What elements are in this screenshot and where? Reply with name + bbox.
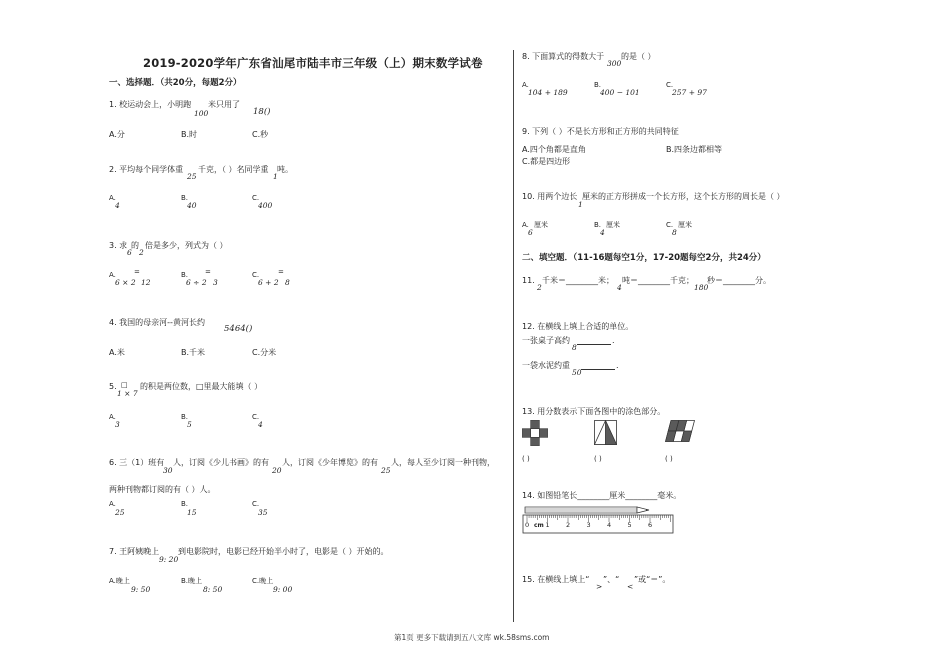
question-13-answer-2[interactable]: ( ) [594,455,602,463]
question-8-option-c-value[interactable]: 257 + 97 [672,88,707,97]
question-15-symbol-lt: < [627,582,634,591]
question-6-text-4: 人，每人至少订阅一种刊物， [391,458,495,467]
question-1-time: 18() [253,107,271,117]
question-13-answer-3[interactable]: ( ) [665,455,673,463]
question-6-text-3: 人，订阅《少年博览》的有 [282,458,378,467]
question-2-option-a-value[interactable]: 4 [115,201,120,210]
question-11-n1: 2 [537,283,542,292]
question-1-option-a[interactable]: A.分 [109,130,125,139]
question-6-option-b-value[interactable]: 15 [187,508,197,517]
question-3-text: 3. 求 [109,241,128,250]
question-14-text: 14. 如图铅笔长________厘米________毫米。 [522,491,682,500]
question-2-option-c-value[interactable]: 400 [258,201,273,210]
ruler-tick-label: 5 [627,521,632,529]
question-8-option-b-value[interactable]: 400 − 101 [600,88,640,97]
question-3-option-c-eq: = [278,268,284,276]
question-9-option-c[interactable]: C.都是四边形 [522,157,571,166]
question-1-text: 1. 校运动会上，小明跑 [109,100,192,109]
question-3-n1: 6 [127,248,132,257]
question-8-text: 8. 下面算式的得数大于 [522,52,605,61]
question-4-option-b[interactable]: B.千米 [181,348,206,357]
question-3-option-a-eq: = [134,268,140,276]
ruler-tick-label: 1 [545,521,550,529]
question-6-n2: 20 [272,466,282,475]
question-15-text-3: ”或“＝”。 [634,575,671,584]
question-2-option-b[interactable]: B. [181,194,189,202]
question-5-option-c-value[interactable]: 4 [258,420,263,429]
question-3-option-a-result[interactable]: 12 [141,278,151,287]
question-2-weight: 25 [187,172,197,181]
question-3-option-c[interactable]: C. [252,271,260,279]
question-12-blank-1[interactable] [577,335,611,345]
question-11-label: 11. [522,276,535,285]
question-6-option-b[interactable]: B. [181,500,189,508]
question-12-text: 12. 在横线上填上合适的单位。 [522,322,634,331]
question-3-option-b-eq: = [205,268,211,276]
question-11-n3: 180 [694,283,709,292]
question-13-text: 13. 用分数表示下面各图中的涂色部分。 [522,407,666,416]
question-9-option-b[interactable]: B.四条边都相等 [666,145,723,154]
question-12-height: 8 [572,343,577,352]
question-5-box: □ [121,381,128,389]
question-7-text: 7. 王阿姨晚上 [109,547,160,556]
question-2-option-c[interactable]: C. [252,194,260,202]
question-5-option-a-value[interactable]: 3 [115,420,120,429]
question-8-option-a[interactable]: A. [522,81,529,89]
question-12-line-2-end: . [616,361,619,370]
question-5-number: 5. [109,382,117,391]
question-6-n1: 30 [163,466,173,475]
ruler-tick-label: 6 [648,521,653,529]
question-13-figure-1 [522,420,548,446]
question-6-text-line2: 两种刊物都订阅的有（ ）人。 [109,485,216,494]
question-1-text-2: 米只用了 [208,100,240,109]
question-7-option-c-value[interactable]: 9: 00 [273,585,293,594]
question-11-part-3[interactable]: 秒＝________分。 [707,276,771,285]
question-8-text-2: 的是（ ） [621,52,656,61]
question-6-text: 6. 三（1）班有 [109,458,165,467]
question-12-weight: 50 [572,368,582,377]
ruler-unit: cm [534,522,544,529]
section-2-header: 二、填空题．（11-16题每空1分，17-20题每空2分，共24分） [522,253,766,263]
question-5-expr: 1 × 7 [117,389,138,398]
question-2-text-3: 吨。 [277,165,293,174]
ruler-labels [522,505,674,535]
question-8-threshold: 300 [607,59,622,68]
question-2-text-2: 千克，（ ）名同学重 [198,165,269,174]
section-1-header: 一、选择题．（共20分，每题2分） [109,78,242,88]
question-5-option-a[interactable]: A. [109,413,116,421]
question-10-option-a-unit: 厘米 [534,221,548,229]
question-3-option-c-result[interactable]: 8 [285,278,290,287]
question-7-option-b[interactable]: B.晚上 [181,577,203,585]
question-3-option-c-expr[interactable]: 6 + 2 [258,278,279,287]
question-7-option-a-value[interactable]: 9: 50 [131,585,151,594]
question-11-part-2[interactable]: 吨＝________千克； [622,276,694,285]
question-15-symbol-gt: > [596,582,603,591]
ruler-tick-label: 3 [586,521,591,529]
question-10-option-b-unit: 厘米 [606,221,620,229]
question-1-option-c[interactable]: C.秒 [252,130,269,139]
question-10-option-b[interactable]: B. [594,221,602,229]
question-5-option-c[interactable]: C. [252,413,260,421]
ruler-tick-label: 4 [607,521,612,529]
question-3-option-b-expr[interactable]: 6 ÷ 2 [186,278,207,287]
question-15-text-2: ”、“ [603,575,620,584]
question-5-option-b[interactable]: B. [181,413,189,421]
question-10-option-a[interactable]: A. [522,221,529,229]
question-11-part-1[interactable]: 千米＝________米； [542,276,614,285]
question-12-blank-2[interactable] [581,360,615,370]
question-3-text-3: 倍是多少，列式为（ ） [145,241,228,250]
question-10-option-c-unit: 厘米 [678,221,692,229]
question-10-side: 1 [578,200,583,209]
page-footer: 第1页 更多下载请到五八文库 wk.58sms.com [394,633,550,642]
question-3-option-b[interactable]: B. [181,271,189,279]
question-1-option-b[interactable]: B.时 [181,130,198,139]
question-4-option-c[interactable]: C.分米 [252,348,277,357]
column-divider [513,50,514,622]
question-9-text: 9. 下列（ ）不是长方形和正方形的共同特征 [522,127,679,136]
question-4-length: 5464() [224,324,253,334]
question-10-option-c-value[interactable]: 8 [672,228,677,237]
question-3-option-a[interactable]: A. [109,271,116,279]
question-5-text: 的积是两位数，□里最大能填（ ） [140,382,263,391]
question-3-option-a-expr[interactable]: 6 × 2 [115,278,136,287]
question-6-n3: 25 [381,466,391,475]
paper-title: 2019-2020学年广东省汕尾市陆丰市三年级（上）期末数学试卷 [143,56,483,70]
question-3-n2: 2 [139,248,144,257]
question-4-option-a[interactable]: A.米 [109,348,125,357]
question-2-option-b-value[interactable]: 40 [187,201,197,210]
question-3-option-b-result[interactable]: 3 [213,278,218,287]
question-7-option-c[interactable]: C.晚上 [252,577,274,585]
question-12-line-1-end: . [612,336,615,345]
question-7-option-a[interactable]: A.晚上 [109,577,130,585]
question-13-answer-1[interactable]: ( ) [522,455,530,463]
question-8-option-a-value[interactable]: 104 + 189 [528,88,568,97]
question-5-option-b-value[interactable]: 5 [187,420,192,429]
question-7-time: 9: 20 [159,555,179,564]
question-4-text: 4. 我国的母亲河--黄河长约 [109,318,205,327]
question-3-text-2: 的 [131,241,139,250]
question-10-text: 10. 用两个边长 [522,192,578,201]
question-7-option-b-value[interactable]: 8: 50 [203,585,223,594]
question-8-option-c[interactable]: C. [666,81,674,89]
question-12-line-1: 一张桌子高约 [522,336,570,345]
ruler-tick-label: 2 [566,521,571,529]
question-10-option-b-value[interactable]: 4 [600,228,605,237]
question-9-option-a[interactable]: A.四个角都是直角 [522,145,586,154]
question-10-option-c[interactable]: C. [666,221,674,229]
question-13-figure-3 [665,420,695,442]
question-6-option-a-value[interactable]: 25 [115,508,125,517]
question-10-text-2: 厘米的正方形拼成一个长方形，这个长方形的周长是（ ） [582,192,785,201]
question-8-option-b[interactable]: B. [594,81,602,89]
question-15-text: 15. 在横线上填上“ [522,575,590,584]
ruler-tick-label: 0 [525,521,530,529]
question-2-text: 2. 平均每个同学体重 [109,165,184,174]
question-2-option-a[interactable]: A. [109,194,116,202]
question-6-option-a[interactable]: A. [109,500,116,508]
question-13-figure-2 [594,420,617,445]
question-6-option-c-value[interactable]: 35 [258,508,268,517]
question-1-distance: 100 [194,109,209,118]
question-10-option-a-value[interactable]: 6 [528,228,533,237]
question-2-ton: 1 [273,172,278,181]
question-12-line-2: 一袋水泥约重 [522,361,570,370]
question-6-option-c[interactable]: C. [252,500,260,508]
question-7-text-2: 到电影院时，电影已经开始半小时了，电影是（ ）开始的。 [178,547,389,556]
question-11-n2: 4 [617,283,622,292]
question-6-text-2: 人，订阅《少儿书画》的有 [173,458,269,467]
